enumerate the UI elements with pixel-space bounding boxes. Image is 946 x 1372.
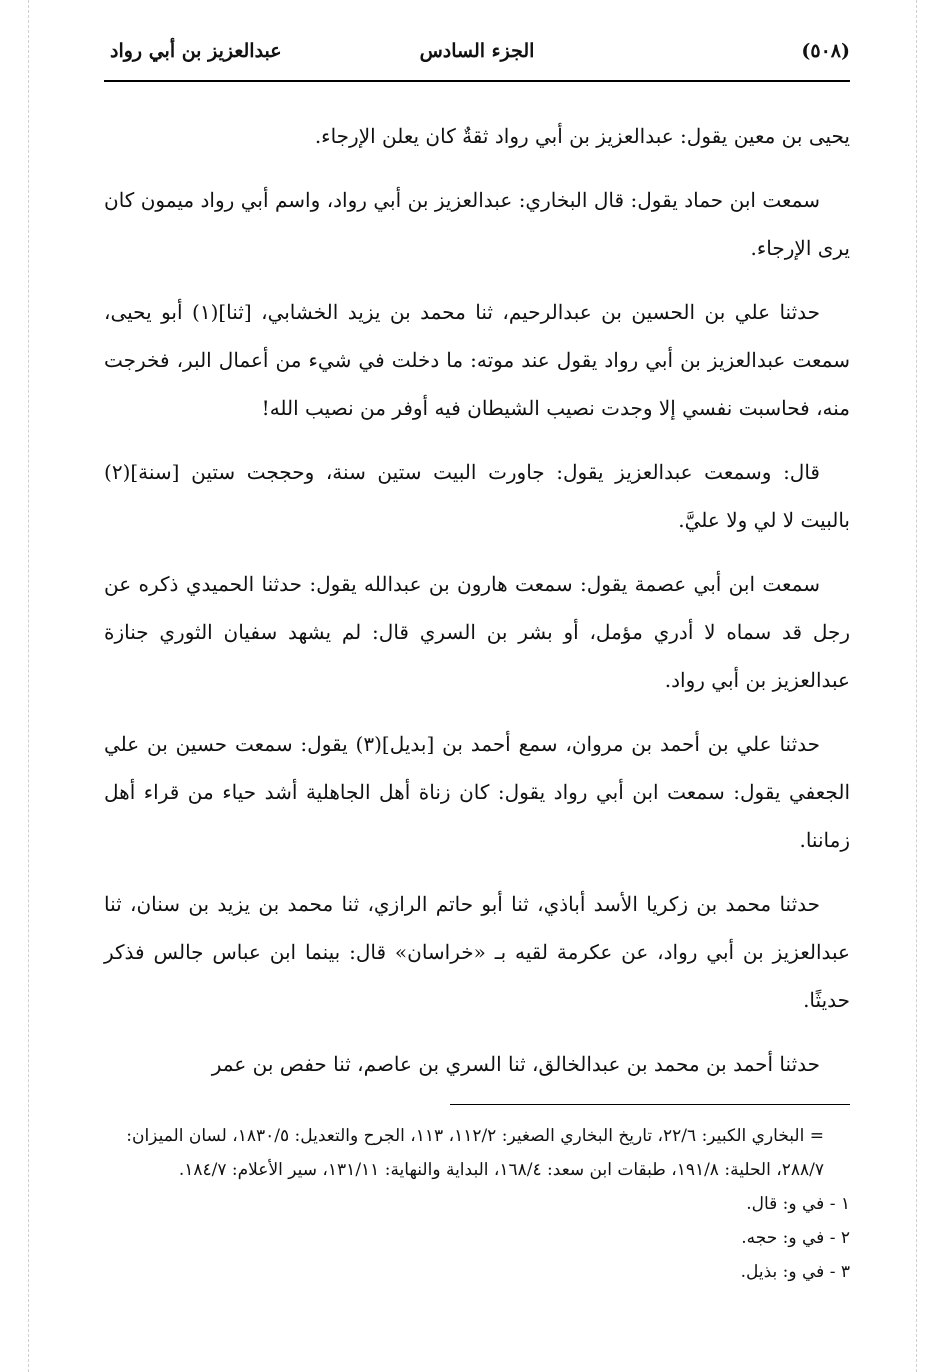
part-title: الجزء السادس: [419, 40, 535, 62]
scan-margin-line-left: [28, 0, 29, 1372]
main-text: [104, 112, 850, 1088]
footnote-rule: [450, 1104, 850, 1105]
footnote: ٣ - في و: بذيل.: [740, 1262, 850, 1282]
footnote-continuation: = البخاري الكبير: ٢٢/٦، تاريخ البخاري الصغير: ١١٢/٢، ١١٣، الجرح والتعديل: ١٨٣٠/٥، لسان الميزان: ٢٨٨/٧، الحلية: ١٩١/٨، طبقات ابن سعد: ١٦٨/٤، البداية والنهاية: ١٣١/١١، سير الأعلام: ١٨٤/٧.: [126, 1126, 824, 1180]
paragraph: حدثنا محمد بن زكريا الأسد أباذي، ثنا أبو حاتم الرازي، ثنا محمد بن يزيد بن سنان، ثنا عبدالعزيز بن أبي رواد، عن عكرمة لقيه بـ «خراسان» قال: بينما ابن عباس جالس فذكر حديثًا.: [104, 892, 850, 1012]
running-title: عبدالعزيز بن أبي رواد: [110, 40, 282, 62]
footnote: ٢ - في و: حجه.: [741, 1228, 850, 1248]
paragraph: حدثنا علي بن الحسين بن عبدالرحيم، ثنا محمد بن يزيد الخشابي، [ثنا](١) أبو يحيى، سمعت عبدالعزيز بن أبي رواد يقول عند موته: ما دخلت في شيء من أعمال البر، فخرجت منه، فحاسبت نفسي إلا وجدت نصيب الشيطان فيه أوفر من نصيب الله!: [104, 300, 850, 420]
paragraph: يحيى بن معين يقول: عبدالعزيز بن أبي رواد ثقةٌ كان يعلن الإرجاء.: [314, 124, 850, 148]
header-rule: [104, 80, 850, 82]
footnote: ١ - في و: قال.: [746, 1194, 850, 1214]
paragraph: سمعت ابن حماد يقول: قال البخاري: عبدالعزيز بن أبي رواد، واسم أبي رواد ميمون كان يرى الإرجاء.: [104, 188, 850, 260]
book-page: [104, 34, 850, 1289]
scan-margin-line-right: [916, 0, 917, 1372]
paragraph: حدثنا علي بن أحمد بن مروان، سمع أحمد بن [بديل](٣) يقول: سمعت حسين بن علي الجعفي يقول: سمعت ابن أبي رواد يقول: كان زناة أهل الجاهلية أشد حياء من قراء أهل زماننا.: [104, 732, 850, 852]
footnotes: [104, 1119, 850, 1289]
paragraph: قال: وسمعت عبدالعزيز يقول: جاورت البيت ستين سنة، وحججت ستين [سنة](٢) بالبيت لا لي ولا عليَّ.: [104, 460, 850, 532]
page-number: (٥٠٨): [801, 40, 850, 62]
page-header: [104, 34, 850, 74]
paragraph: سمعت ابن أبي عصمة يقول: سمعت هارون بن عبدالله يقول: حدثنا الحميدي ذكره عن رجل قد سماه لا أدري مؤمل، أو بشر بن السري قال: لم يشهد سفيان الثوري جنازة عبدالعزيز بن أبي رواد.: [104, 572, 850, 692]
paragraph: حدثنا أحمد بن محمد بن عبدالخالق، ثنا السري بن عاصم، ثنا حفص بن عمر: [211, 1052, 820, 1076]
